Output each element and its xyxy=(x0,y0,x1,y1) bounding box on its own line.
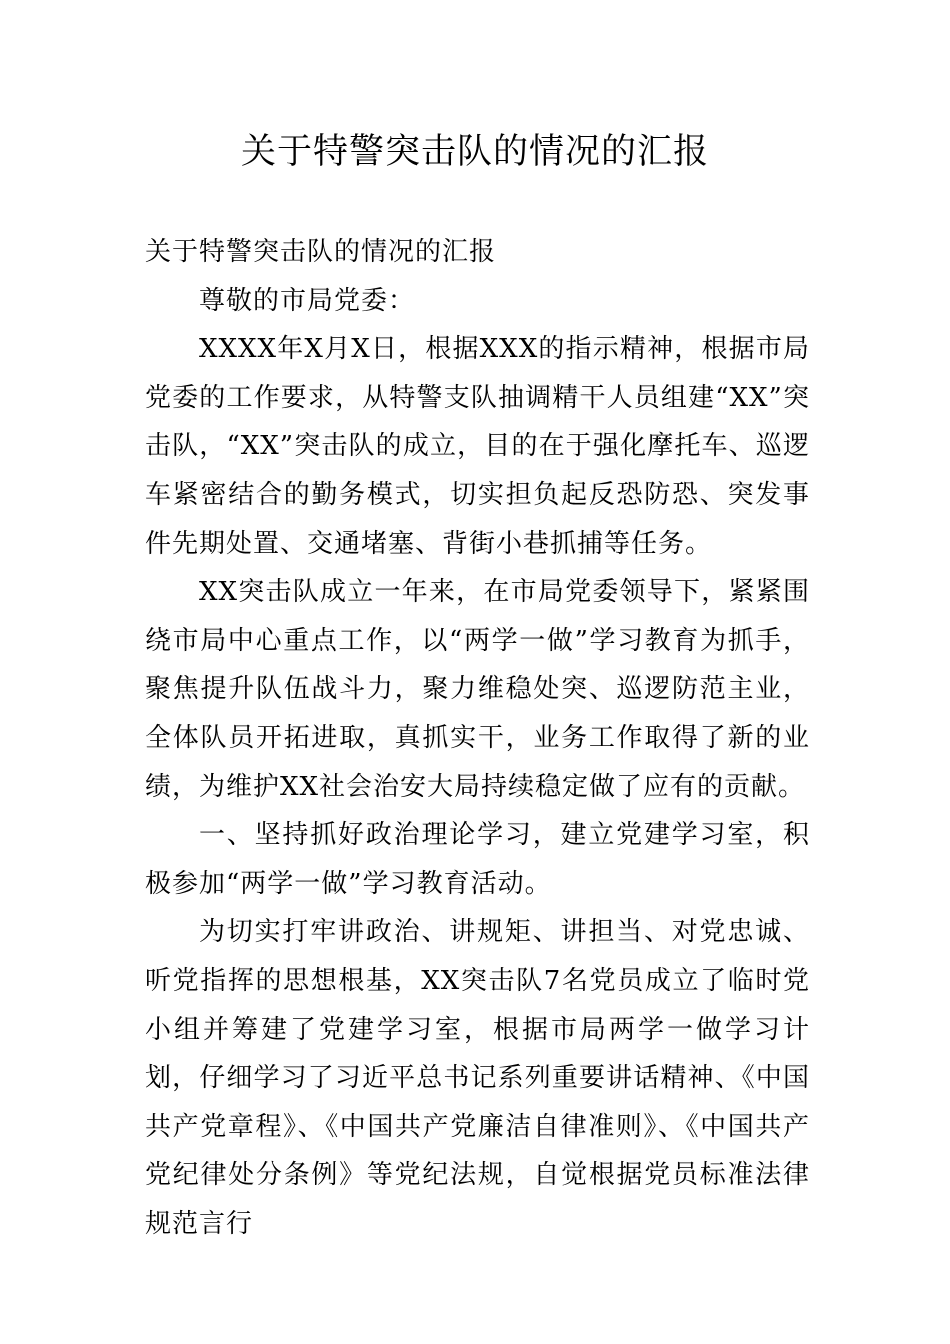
document-title: 关于特警突击队的情况的汇报 xyxy=(240,132,709,172)
paragraph-salutation: 尊敬的市局党委： xyxy=(199,285,416,316)
paragraph-summary: XX突击队成立一年来，在市局党委领导下，紧紧围绕市局中心重点工作，以“两学一做”学习教育为抓手，聚焦提升队伍战斗力，聚力维稳处突、巡逻防范主业，全体队员开拓进取，真抓实干，业务工作取得了新的业绩，为维护XX社会治安大局持续稳定做了应有的贡献。 xyxy=(145,577,810,802)
document-body xyxy=(145,228,810,1248)
paragraph-heading-repeat: 关于特警突击队的情况的汇报 xyxy=(145,237,497,267)
paragraph-section-one-heading: 一、坚持抓好政治理论学习，建立党建学习室，积极参加“两学一做”学习教育活动。 xyxy=(145,820,810,899)
paragraph-background: XXXX年X月X日，根据XXX的指示精神，根据市局党委的工作要求，从特警支队抽调精干人员组建“XX”突击队，“XX”突击队的成立，目的在于强化摩托车、巡逻车紧密结合的勤务模式，切实担负起反恐防恐、突发事件先期处置、交通堵塞、背街小巷抓捕等任务。 xyxy=(145,334,810,559)
paragraph-section-one-body: 为切实打牢讲政治、讲规矩、讲担当、对党忠诚、听党指挥的思想根基，XX突击队7名党员成立了临时党小组并筹建了党建学习室，根据市局两学一做学习计划，仔细学习了习近平总书记系列重要讲话精神、《中国共产党章程》、《中国共产党廉洁自律准则》、《中国共产党纪律处分条例》等党纪法规，自觉根据党员标准法律规范言行 xyxy=(145,917,810,1239)
